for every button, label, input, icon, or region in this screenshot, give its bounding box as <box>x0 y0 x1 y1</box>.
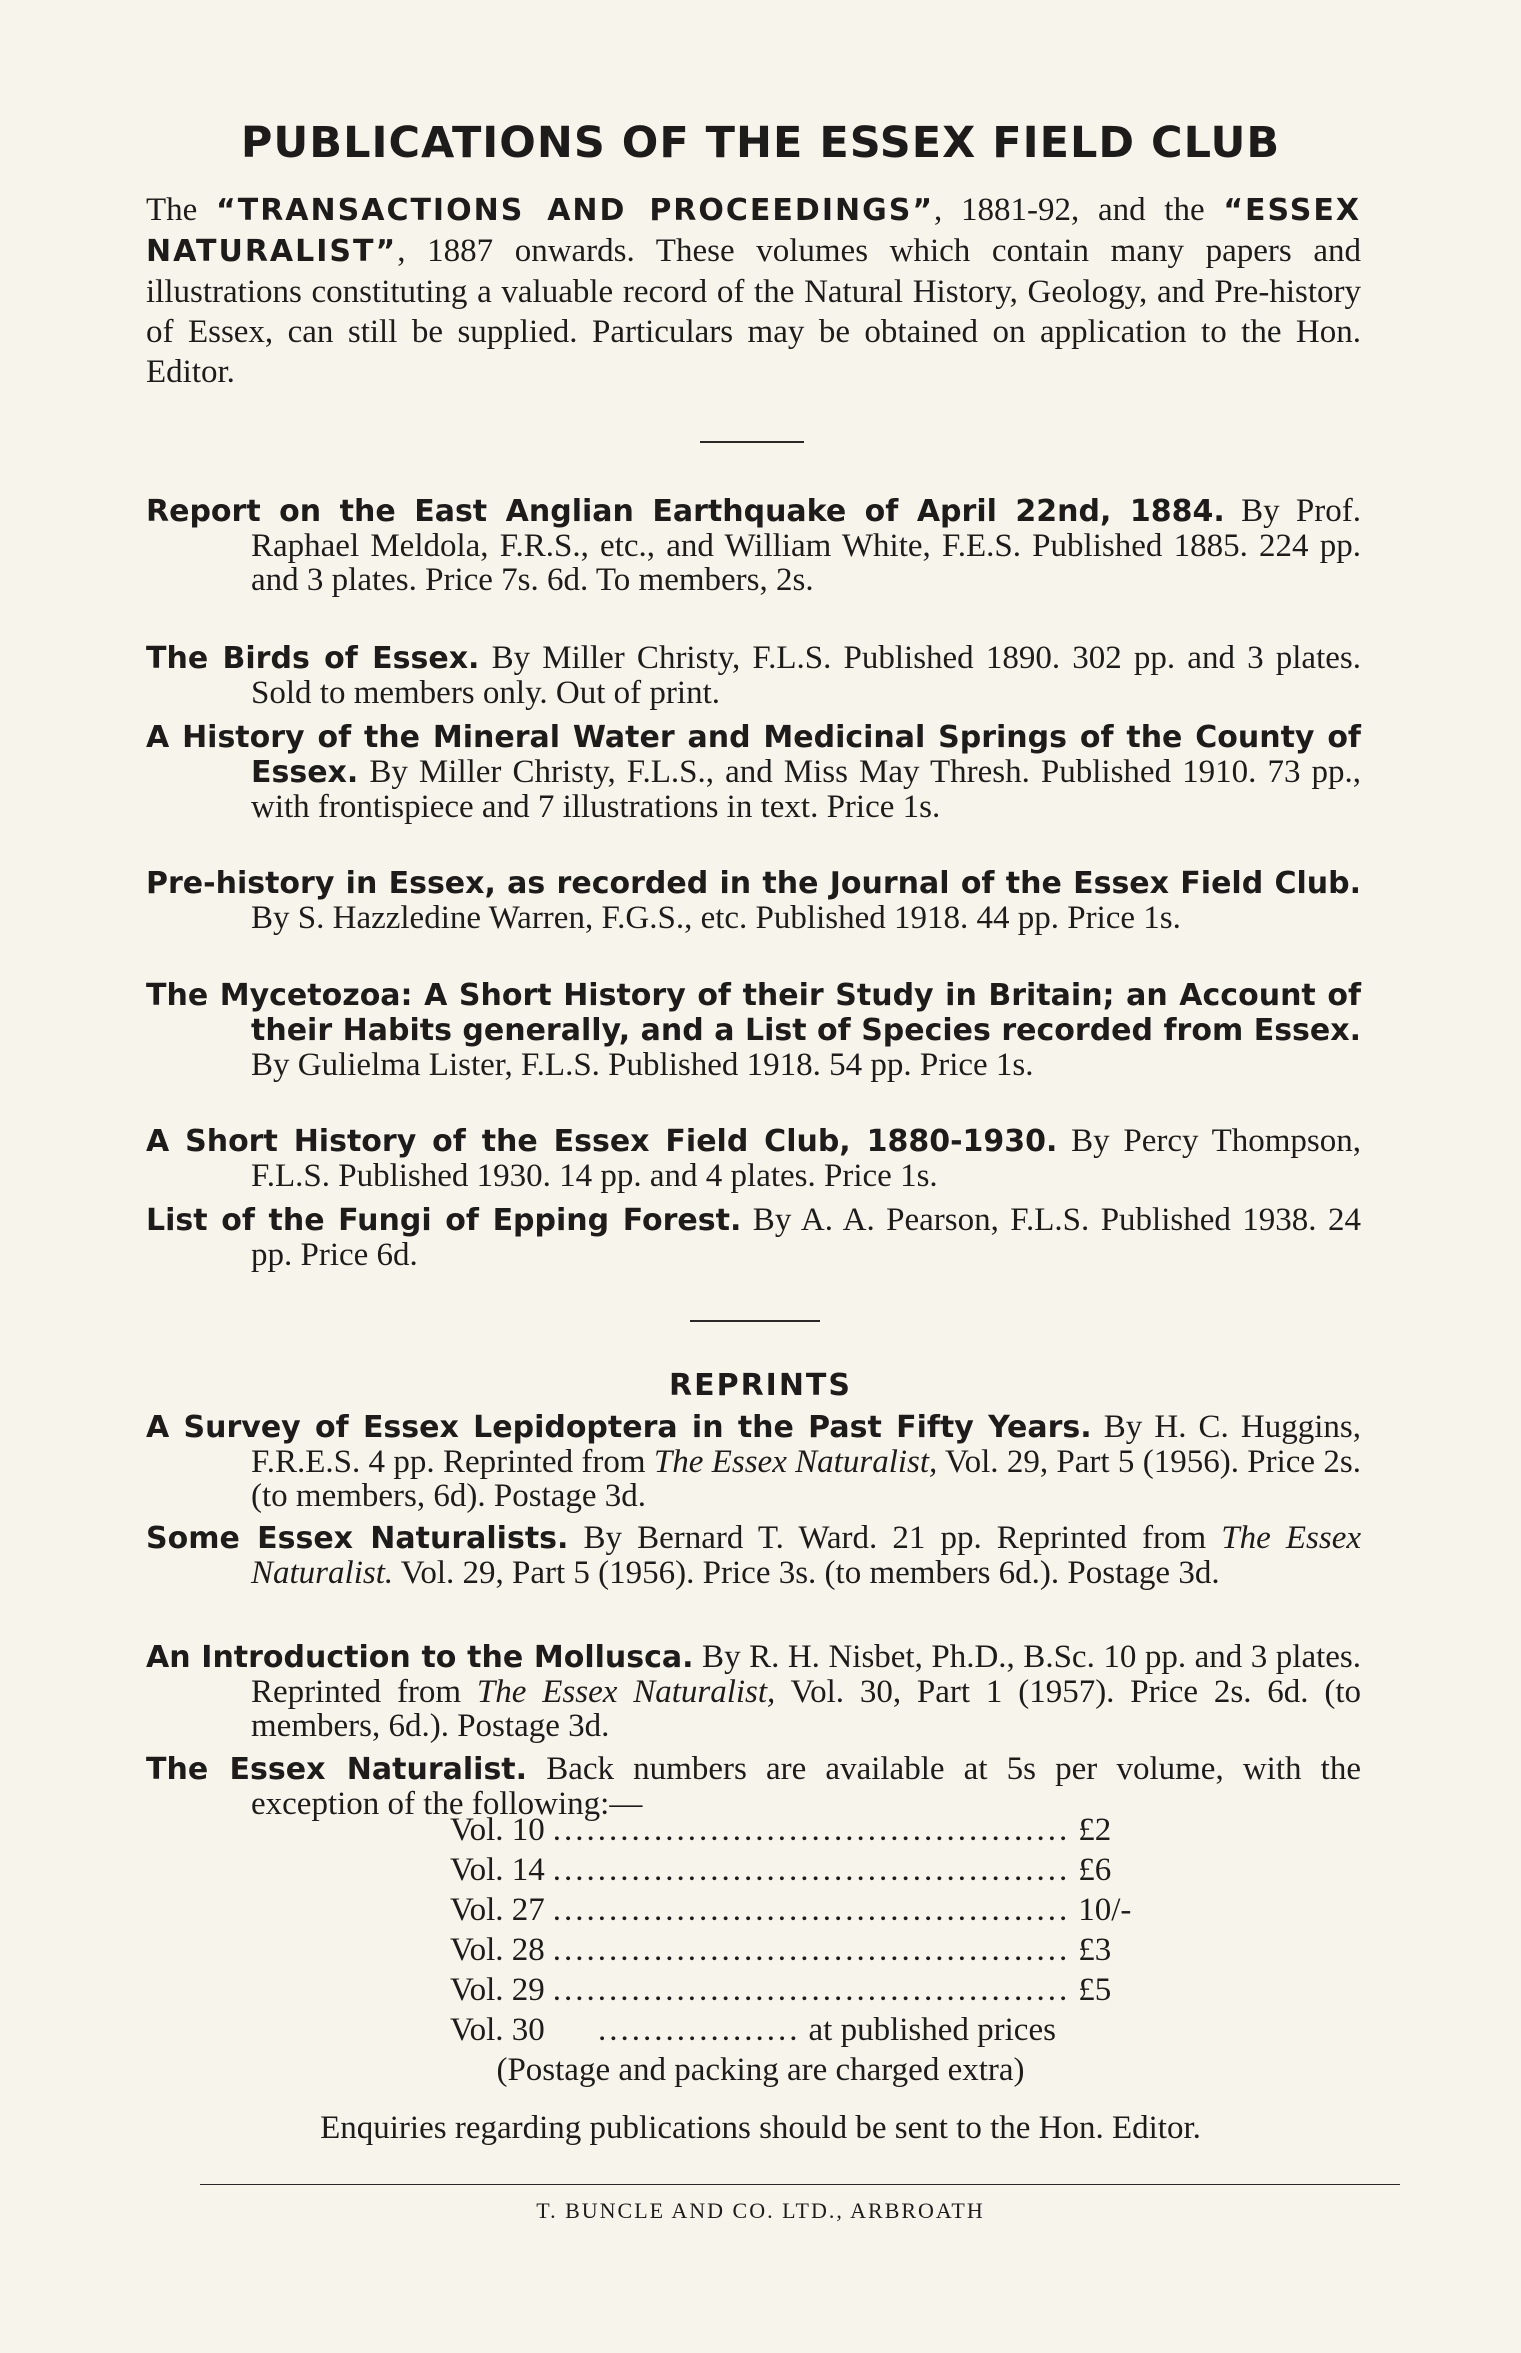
dot-leader: .................. <box>598 2012 801 2048</box>
intro-prefix: The <box>146 192 217 228</box>
dot-leader: .............................................. <box>552 1812 1071 1848</box>
naturalist-title: “ESSEX NATURALIST” <box>146 193 1362 269</box>
publication-title: The Mycetozoa: A Short History of their Study in Britain; an Account of their Habits generally, and a List of Species recorded from Essex. <box>146 978 1361 1048</box>
intro-paragraph <box>146 190 1361 392</box>
intro-rest: , 1887 onwards. These volumes which contain many papers and illustrations constituting a valuable record of the Natural History, Geology, and Pre-history of Essex, can still be supplied. Particulars may be obtained on application to the Hon. Editor. <box>146 233 1361 390</box>
volume-price: £3 <box>1078 1932 1112 1968</box>
publication-item <box>146 1124 1361 1193</box>
publication-details: By Miller Christy, F.L.S., and Miss May Thresh. Published 1910. 73 pp., with frontispiece and 7 illustrations in text. Price 1s. <box>251 754 1361 825</box>
dot-leader: .............................................. <box>552 1972 1071 2008</box>
publication-item <box>146 720 1361 824</box>
back-number-row <box>450 1930 1112 1970</box>
back-number-row <box>450 1810 1112 1850</box>
enquiries-note: Enquiries regarding publications should be sent to the Hon. Editor. <box>320 2110 1201 2146</box>
back-number-row <box>450 1970 1112 2010</box>
reprint-item <box>146 1640 1361 1743</box>
reprint-title: A Survey of Essex Lepidoptera in the Past Fifty Years. <box>146 1410 1092 1445</box>
back-number-row <box>450 1850 1112 1890</box>
naturalist-details: Back numbers are available at 5s per volume, with the exception of the following:— <box>251 1751 1362 1822</box>
publication-item <box>146 978 1361 1082</box>
volume-label: Vol. 10 <box>450 1812 545 1848</box>
back-numbers-table <box>450 1810 1132 2050</box>
reprint-item <box>146 1521 1361 1590</box>
publication-item <box>146 866 1361 935</box>
printer-imprint: T. BUNCLE AND CO. LTD., ARBROATH <box>536 2198 985 2223</box>
publication-details: By A. A. Pearson, F.L.S. Published 1938. 24 pp. Price 6d. <box>251 1202 1361 1273</box>
reprint-journal: The Essex Naturalist. <box>251 1520 1361 1591</box>
volume-label: Vol. 27 <box>450 1892 545 1928</box>
volume-label: Vol. 29 <box>450 1972 545 2008</box>
volume-price: £5 <box>1078 1972 1112 2008</box>
volume-price: £6 <box>1078 1852 1112 1888</box>
dot-leader: .............................................. <box>552 1932 1071 1968</box>
back-number-row <box>450 1890 1132 1930</box>
reprint-journal: The Essex Naturalist, <box>653 1444 938 1480</box>
volume-label: Vol. 14 <box>450 1852 545 1888</box>
reprint-title: Some Essex Naturalists. <box>146 1521 569 1556</box>
volume-price: 10/- <box>1078 1892 1132 1928</box>
publication-title: A Short History of the Essex Field Club, 1880-1930. <box>146 1124 1058 1159</box>
reprint-details-tail: Vol. 29, Part 5 (1956). Price 2s. (to members, 6d). Postage 3d. <box>251 1444 1361 1514</box>
publication-item <box>146 494 1361 597</box>
reprint-details: By R. H. Nisbet, Ph.D., B.Sc. 10 pp. and 3 plates. Reprinted from <box>251 1639 1361 1710</box>
publication-details: By Miller Christy, F.L.S. Published 1890. 302 pp. and 3 plates. Sold to members only. Out of print. <box>251 640 1361 711</box>
page-title: PUBLICATIONS OF THE ESSEX FIELD CLUB <box>240 118 1281 168</box>
publication-details: By S. Hazzledine Warren, F.G.S., etc. Published 1918. 44 pp. Price 1s. <box>251 900 1181 936</box>
divider-short <box>700 441 804 443</box>
publication-item <box>146 641 1361 710</box>
publication-title: Report on the East Anglian Earthquake of April 22nd, 1884. <box>146 494 1225 529</box>
reprint-details-tail: Vol. 29, Part 5 (1956). Price 3s. (to members 6d.). Postage 3d. <box>393 1555 1220 1591</box>
reprint-details: By H. C. Huggins, F.R.E.S. 4 pp. Reprinted from <box>251 1409 1361 1480</box>
volume-price: £2 <box>1078 1812 1112 1848</box>
naturalist-heading: The Essex Naturalist. <box>146 1752 528 1787</box>
volume-price: at published prices <box>808 2012 1056 2048</box>
reprint-details-tail: Vol. 30, Part 1 (1957). Price 2s. 6d. (to members, 6d.). Postage 3d. <box>251 1674 1361 1744</box>
publication-details: By Prof. Raphael Meldola, F.R.S., etc., and William White, F.E.S. Published 1885. 224 pp. and 3 plates. Price 7s. 6d. To members, 2s. <box>251 493 1361 598</box>
reprint-title: An Introduction to the Mollusca. <box>146 1640 694 1675</box>
publication-title: Pre-history in Essex, as recorded in the Journal of the Essex Field Club. <box>146 866 1361 901</box>
reprint-journal: The Essex Naturalist, <box>476 1674 776 1710</box>
dot-leader: .............................................. <box>552 1892 1071 1928</box>
divider-mid <box>690 1320 820 1322</box>
intro-mid: , 1881-92, and the <box>934 192 1224 228</box>
publication-details: By Percy Thompson, F.L.S. Published 1930. 14 pp. and 4 plates. Price 1s. <box>251 1123 1361 1194</box>
footer-rule <box>200 2184 1400 2185</box>
publication-details: By Gulielma Lister, F.L.S. Published 1918. 54 pp. Price 1s. <box>251 1047 1034 1083</box>
publication-title: A History of the Mineral Water and Medicinal Springs of the County of Essex. <box>146 720 1361 790</box>
dot-leader: .............................................. <box>552 1852 1071 1888</box>
reprints-heading: REPRINTS <box>668 1368 853 1403</box>
transactions-title: “TRANSACTIONS AND PROCEEDINGS” <box>216 193 935 228</box>
postage-note: (Postage and packing are charged extra) <box>496 2052 1025 2088</box>
back-number-row <box>450 2010 1090 2050</box>
reprint-details: By Bernard T. Ward. 21 pp. Reprinted from <box>568 1520 1222 1556</box>
publication-item <box>146 1203 1361 1272</box>
volume-label: Vol. 30 <box>450 2012 545 2048</box>
reprint-item <box>146 1410 1361 1513</box>
publication-title: The Birds of Essex. <box>146 641 480 676</box>
volume-label: Vol. 28 <box>450 1932 545 1968</box>
publication-title: List of the Fungi of Epping Forest. <box>146 1203 742 1238</box>
